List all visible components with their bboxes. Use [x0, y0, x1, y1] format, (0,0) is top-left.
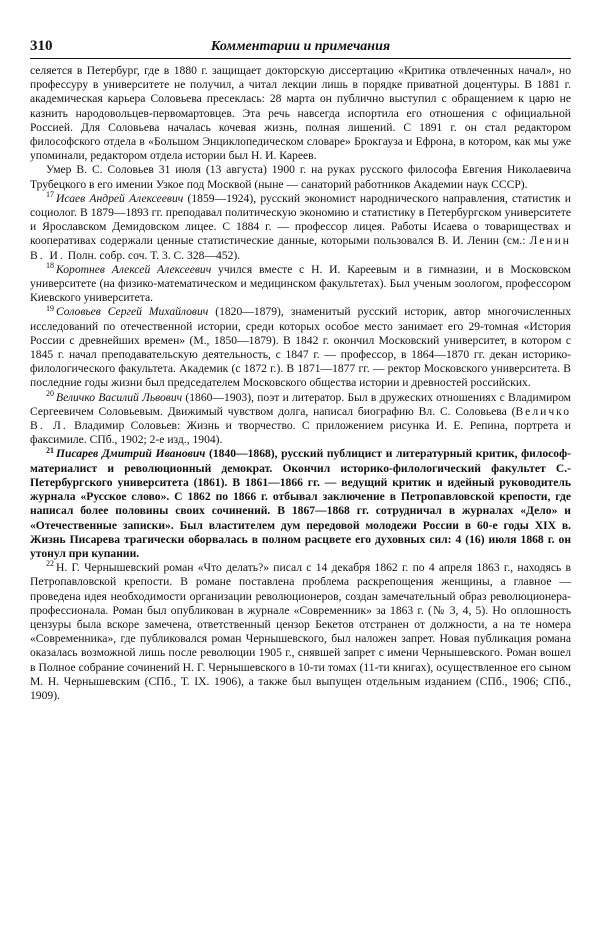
note-text: Умер В. С. Соловьев 31 июля (13 августа) 1900 г. на руках русского философа Евгения Николаевича Трубецкого в его имении Узкое под Москвой (ныне — санаторий работников Академии наук СССР).: [30, 163, 571, 191]
note-18: [30, 260, 571, 306]
note-20: [30, 388, 572, 448]
footnote-number: 20: [46, 388, 54, 398]
note-text-after: Владимир Соловьев: Жизнь и творчество. С приложением рисунка И. Е. Репина, портрета и факсимиле. СПб., 1902; 2-е изд., 1904).: [30, 419, 572, 447]
note-text: (1859—1924), русский экономист народнического направления, статистик и социолог. В 1879—1893 гг. преподавал политическую экономию и статистику в Петербургском университете и Ярославском Демидовском лицее. С 1884 г. — профессор лицея. Работы Исаева о товариществах и кооперативах содержали ценные статистические данные, которыми пользовался В. И. Ленин (см.:: [30, 191, 571, 248]
note-text-after: Полн. собр. соч. Т. 3. С. 328—452).: [64, 248, 241, 262]
note-text: Н. Г. Чернышевский роман «Что делать?» писал с 14 декабря 1862 г. по 4 апреля 1863 г., находясь в Петропавловской крепости. В романе поставлена проблема раскрепощения женщины, а главное — проведена идея необходимости организации революционеров, создан замечательный образ революционера-профессионала. Роман был опубликован в журнале «Современник» за 1863 г. (№ 3, 4, 5). Но оплошность цензуры была вскоре замечена, ответственный цензор Бекетов отстранен от должности, а на те номера «Современника», где публиковался роман Чернышевского, был наложен запрет. Новая публикация романа оказалась возможной лишь после революции 1905 г., снявшей запрет с имени Чернышевского. Роман вошел в Полное собрание сочинений Н. Г. Чернышевского в 10-ти томах (11-ти книгах), осуществленное его сыном М. Н. Чернышевским (СПб., Т. IX. 1906), а также был выпущен отдельным изданием (СПб., 1906; СПб., 1909).: [30, 561, 571, 702]
note-person-name: Соловьев Сергей Михайлович: [56, 305, 209, 319]
page-header: [30, 36, 571, 59]
running-title: Комментарии и примечания: [210, 39, 391, 54]
note-spaced-author: Величко В. Л.: [30, 404, 571, 433]
note-text: (1860—1903), поэт и литератор. Был в дружеских отношениях с Владимиром Сергеевичем Соловьевым. Движимый чувством долга, написал биографию Вл. С. Соловьева (: [30, 390, 571, 418]
note-person-name: Исаев Андрей Алексеевич: [56, 191, 184, 205]
note-continuation: [30, 64, 571, 163]
footnote-number: 22: [46, 559, 54, 569]
note-text: (1840—1868), русский публицист и литературный критик, философ-материалист и революционный демократ. Окончил историко-филологический факультет С.-Петербургского университета (1861). В 1861—1866 гг. — ведущий критик и идейный руководитель журнала «Русское слово». С 1862 по 1866 г. отбывал заключение в Петропавловской крепости, где написал более половины своих сочинений. В 1867—1868 гг. сотрудничал в журналах «Дело» и «Отечественные записки». Был властителем дум передовой молодежи России в 60-е годы XIX в. Жизнь Писарева трагически оборвалась в полном расцвете его духовных сил: 4 (16) июля 1868 г. он утонул при купании.: [30, 447, 571, 560]
notes-body: [30, 64, 571, 703]
note-text: учился вместе с Н. И. Кареевым и в гимназии, и в Московском университете (на физико-математическом и медицинском факультетах). Был ученым зоологом, профессором Киевского университета.: [30, 262, 571, 305]
footnote-number: 17: [46, 189, 54, 199]
note-text: (1820—1879), знаменитый русский историк, автор многочисленных исследований по отечественной истории, среди которых особое место занимает его 29-томная «История России с древнейших времен» (М., 1850—1879). В 1842 г. окончил Московский университет, в котором с 1845 г. начал преподавательскую деятельность, с 1847 г. — профессор, в 1864—1870 гг. декан историко-филологического факультета. Академик (с 1872 г.). В 1871—1877 гг. — ректор Московского университета. В последние годы жизни был председателем Московского общества истории и древностей российских.: [30, 305, 571, 390]
note-19: [30, 305, 571, 390]
note-17: [30, 189, 571, 263]
footnote-number: 19: [46, 303, 54, 313]
note-22: [30, 561, 571, 703]
footnote-number: 18: [46, 260, 54, 270]
note-paragraph: [30, 163, 571, 191]
document-page: [30, 36, 571, 703]
note-person-name: Писарев Дмитрий Иванович: [56, 447, 206, 461]
page-number: 310: [30, 38, 53, 54]
note-person-name: Коротнев Алексей Алексеевич: [56, 262, 212, 276]
footnote-number: 21: [46, 445, 54, 455]
note-person-name: Величко Василий Львович: [56, 390, 183, 404]
note-text: селяется в Петербург, где в 1880 г. защищает докторскую диссертацию «Критика отвлеченных начал», но профессуру в университете не получил, а читал лекции лишь в порядке приватной доцентуры. В 1881 г. академическая карьера Соловьева пресеклась: 28 марта он публично выступил с обращением к царю не казнить народовольцев-первомартовцев. Эта речь навсегда испортила его отношения с официальной Россией. Для Соловьева началась кочевая жизнь, полная лишений. С 1891 г. он стал редактором философского отдела в «Большом Энциклопедическом словаре» Брокгауза и Ефрона, в котором, как мы уже упоминали, редактором отдела истории был Н. И. Кареев.: [30, 64, 571, 163]
note-spaced-author: Ленин В. И.: [30, 234, 571, 262]
note-21: [30, 447, 571, 561]
